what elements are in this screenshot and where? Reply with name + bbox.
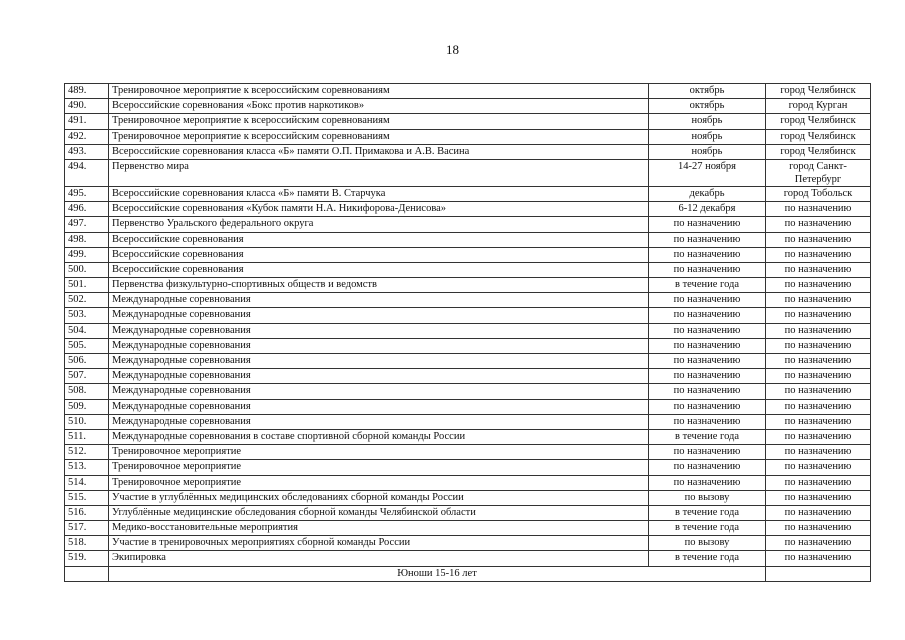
- row-number: 509.: [65, 399, 109, 414]
- row-number: 518.: [65, 536, 109, 551]
- table-row: [65, 384, 871, 399]
- event-place: по назначению: [766, 445, 871, 460]
- event-date: 14-27 ноября: [649, 159, 766, 186]
- row-number: 505.: [65, 338, 109, 353]
- table-row: [65, 521, 871, 536]
- group-header: Юноши 15-16 лет: [109, 566, 766, 581]
- event-name: Участие в тренировочных мероприятиях сборной команды России: [109, 536, 649, 551]
- event-name: Тренировочное мероприятие к всероссийским соревнованиям: [109, 129, 649, 144]
- table-row: [65, 144, 871, 159]
- event-place: по назначению: [766, 262, 871, 277]
- event-place: по назначению: [766, 278, 871, 293]
- row-number: 501.: [65, 278, 109, 293]
- event-place: по назначению: [766, 338, 871, 353]
- event-name: Тренировочное мероприятие к всероссийским соревнованиям: [109, 114, 649, 129]
- row-number: 507.: [65, 369, 109, 384]
- event-date: ноябрь: [649, 144, 766, 159]
- table-row: [65, 354, 871, 369]
- event-date: по назначению: [649, 323, 766, 338]
- table-row: [65, 536, 871, 551]
- table-row: [65, 429, 871, 444]
- row-number: 489.: [65, 84, 109, 99]
- event-date: по вызову: [649, 490, 766, 505]
- row-number: 517.: [65, 521, 109, 536]
- event-place: по назначению: [766, 323, 871, 338]
- table-row: [65, 217, 871, 232]
- event-place: город Тобольск: [766, 186, 871, 201]
- event-place: по назначению: [766, 460, 871, 475]
- row-number: 515.: [65, 490, 109, 505]
- table-row: [65, 399, 871, 414]
- table-row: [65, 202, 871, 217]
- event-place: по назначению: [766, 399, 871, 414]
- row-number: 504.: [65, 323, 109, 338]
- row-number: 516.: [65, 505, 109, 520]
- event-name: Всероссийские соревнования «Кубок памяти Н.А. Никифорова-Денисова»: [109, 202, 649, 217]
- event-date: по назначению: [649, 293, 766, 308]
- events-table-body: [65, 84, 871, 582]
- event-date: по назначению: [649, 232, 766, 247]
- row-number: 513.: [65, 460, 109, 475]
- event-name: Участие в углублённых медицинских обследованиях сборной команды России: [109, 490, 649, 505]
- row-number: 495.: [65, 186, 109, 201]
- group-header-row: [65, 566, 871, 581]
- empty-cell: [766, 566, 871, 581]
- table-row: [65, 129, 871, 144]
- row-number: 510.: [65, 414, 109, 429]
- row-number: 500.: [65, 262, 109, 277]
- event-date: по назначению: [649, 414, 766, 429]
- event-date: по назначению: [649, 384, 766, 399]
- event-name: Всероссийские соревнования класса «Б» памяти В. Старчука: [109, 186, 649, 201]
- row-number: 492.: [65, 129, 109, 144]
- event-place: по назначению: [766, 490, 871, 505]
- event-date: в течение года: [649, 429, 766, 444]
- event-place: по назначению: [766, 429, 871, 444]
- event-date: в течение года: [649, 505, 766, 520]
- row-number: 519.: [65, 551, 109, 566]
- event-place: город Курган: [766, 99, 871, 114]
- event-place: по назначению: [766, 369, 871, 384]
- page-number: 18: [446, 42, 459, 57]
- table-row: [65, 278, 871, 293]
- event-place: по назначению: [766, 384, 871, 399]
- empty-cell: [65, 566, 109, 581]
- row-number: 506.: [65, 354, 109, 369]
- event-name: Первенство мира: [109, 159, 649, 186]
- event-date: ноябрь: [649, 114, 766, 129]
- row-number: 496.: [65, 202, 109, 217]
- event-name: Всероссийские соревнования «Бокс против наркотиков»: [109, 99, 649, 114]
- table-row: [65, 262, 871, 277]
- event-name: Международные соревнования: [109, 338, 649, 353]
- event-name: Международные соревнования: [109, 414, 649, 429]
- event-name: Всероссийские соревнования: [109, 247, 649, 262]
- table-row: [65, 293, 871, 308]
- table-row: [65, 186, 871, 201]
- event-place: по назначению: [766, 217, 871, 232]
- table-row: [65, 232, 871, 247]
- event-date: по назначению: [649, 369, 766, 384]
- table-row: [65, 490, 871, 505]
- event-name: Международные соревнования: [109, 384, 649, 399]
- table-row: [65, 159, 871, 186]
- event-date: 6-12 декабря: [649, 202, 766, 217]
- table-row: [65, 114, 871, 129]
- row-number: 512.: [65, 445, 109, 460]
- event-place: по назначению: [766, 293, 871, 308]
- row-number: 502.: [65, 293, 109, 308]
- table-row: [65, 323, 871, 338]
- event-place: по назначению: [766, 536, 871, 551]
- row-number: 491.: [65, 114, 109, 129]
- event-place: по назначению: [766, 521, 871, 536]
- row-number: 497.: [65, 217, 109, 232]
- event-date: ноябрь: [649, 129, 766, 144]
- event-name: Углублённые медицинские обследования сборной команды Челябинской области: [109, 505, 649, 520]
- table-row: [65, 247, 871, 262]
- row-number: 499.: [65, 247, 109, 262]
- event-date: по назначению: [649, 475, 766, 490]
- event-date: по назначению: [649, 338, 766, 353]
- event-date: по назначению: [649, 217, 766, 232]
- table-row: [65, 338, 871, 353]
- event-place: по назначению: [766, 308, 871, 323]
- row-number: 514.: [65, 475, 109, 490]
- table-row: [65, 551, 871, 566]
- event-place: город Челябинск: [766, 84, 871, 99]
- table-row: [65, 99, 871, 114]
- events-table: [64, 83, 871, 582]
- event-name: Первенство Уральского федерального округа: [109, 217, 649, 232]
- event-place: по назначению: [766, 247, 871, 262]
- event-date: октябрь: [649, 99, 766, 114]
- event-name: Тренировочное мероприятие к всероссийским соревнованиям: [109, 84, 649, 99]
- event-date: в течение года: [649, 278, 766, 293]
- event-date: в течение года: [649, 521, 766, 536]
- event-place: город Челябинск: [766, 129, 871, 144]
- event-place: город Санкт-Петербург: [766, 159, 871, 186]
- row-number: 508.: [65, 384, 109, 399]
- event-name: Тренировочное мероприятие: [109, 445, 649, 460]
- row-number: 490.: [65, 99, 109, 114]
- row-number: 493.: [65, 144, 109, 159]
- event-place: по назначению: [766, 414, 871, 429]
- event-name: Всероссийские соревнования: [109, 262, 649, 277]
- table-row: [65, 369, 871, 384]
- event-date: декабрь: [649, 186, 766, 201]
- event-place: по назначению: [766, 551, 871, 566]
- event-name: Международные соревнования: [109, 308, 649, 323]
- event-place: по назначению: [766, 475, 871, 490]
- event-date: по назначению: [649, 445, 766, 460]
- table-row: [65, 475, 871, 490]
- event-name: Первенства физкультурно-спортивных обществ и ведомств: [109, 278, 649, 293]
- event-date: по вызову: [649, 536, 766, 551]
- row-number: 494.: [65, 159, 109, 186]
- event-date: по назначению: [649, 308, 766, 323]
- table-row: [65, 445, 871, 460]
- event-date: по назначению: [649, 247, 766, 262]
- event-date: по назначению: [649, 354, 766, 369]
- event-name: Международные соревнования: [109, 354, 649, 369]
- event-date: по назначению: [649, 460, 766, 475]
- table-row: [65, 460, 871, 475]
- event-place: по назначению: [766, 202, 871, 217]
- event-name: Тренировочное мероприятие: [109, 460, 649, 475]
- event-name: Тренировочное мероприятие: [109, 475, 649, 490]
- table-row: [65, 84, 871, 99]
- event-name: Международные соревнования: [109, 293, 649, 308]
- row-number: 503.: [65, 308, 109, 323]
- event-place: по назначению: [766, 232, 871, 247]
- event-name: Международные соревнования в составе спортивной сборной команды России: [109, 429, 649, 444]
- event-place: по назначению: [766, 505, 871, 520]
- row-number: 511.: [65, 429, 109, 444]
- event-date: по назначению: [649, 399, 766, 414]
- row-number: 498.: [65, 232, 109, 247]
- event-name: Международные соревнования: [109, 323, 649, 338]
- event-date: октябрь: [649, 84, 766, 99]
- event-place: город Челябинск: [766, 144, 871, 159]
- event-place: по назначению: [766, 354, 871, 369]
- event-date: по назначению: [649, 262, 766, 277]
- event-name: Международные соревнования: [109, 399, 649, 414]
- event-place: город Челябинск: [766, 114, 871, 129]
- event-name: Международные соревнования: [109, 369, 649, 384]
- table-row: [65, 505, 871, 520]
- event-date: в течение года: [649, 551, 766, 566]
- event-name: Экипировка: [109, 551, 649, 566]
- event-name: Медико-восстановительные мероприятия: [109, 521, 649, 536]
- table-row: [65, 308, 871, 323]
- event-name: Всероссийские соревнования: [109, 232, 649, 247]
- event-name: Всероссийские соревнования класса «Б» памяти О.П. Примакова и А.В. Васина: [109, 144, 649, 159]
- table-row: [65, 414, 871, 429]
